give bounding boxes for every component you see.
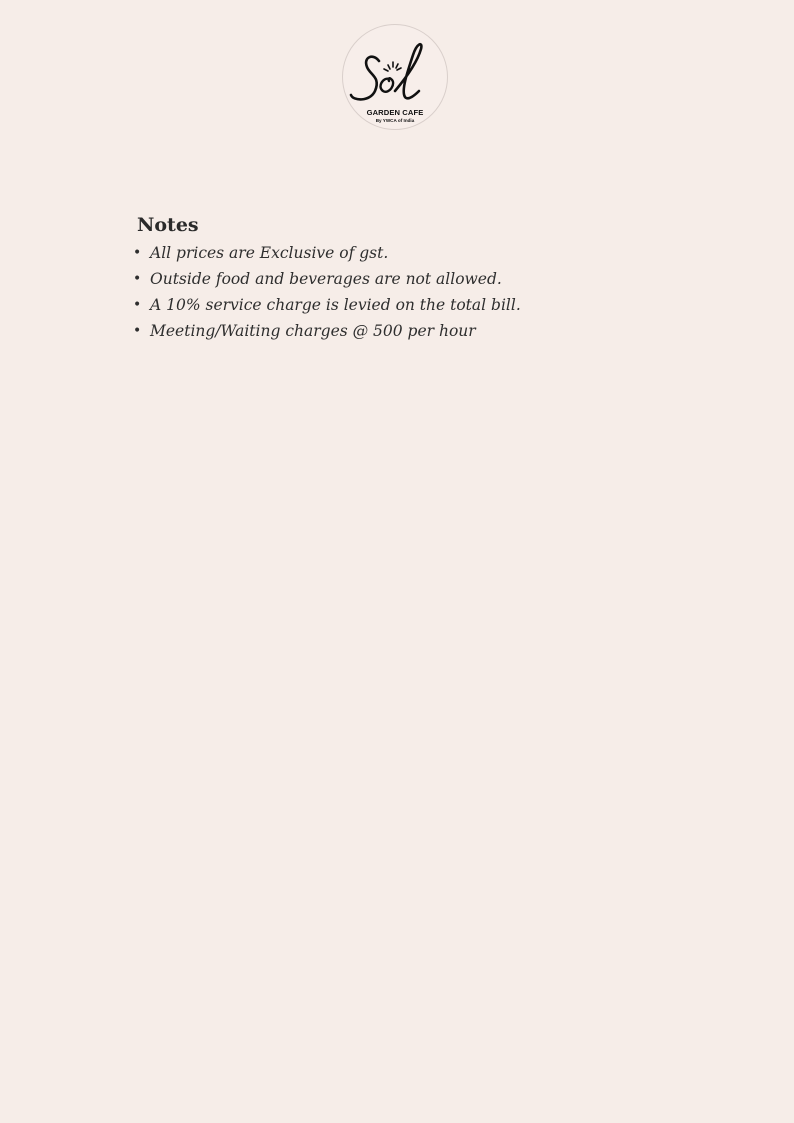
- bullet-icon: •: [133, 245, 142, 261]
- cafe-logo: [342, 24, 448, 130]
- logo-name: GARDEN CAFE: [366, 108, 424, 117]
- notes-list: [133, 240, 521, 344]
- note-text: A 10% service charge is levied on the total bill.: [150, 296, 521, 314]
- bullet-icon: •: [133, 297, 142, 313]
- notes-title: Notes: [137, 214, 199, 236]
- note-text: Outside food and beverages are not allowed.: [150, 270, 502, 288]
- notes-section: [133, 214, 521, 344]
- note-text: Meeting/Waiting charges @ 500 per hour: [150, 322, 476, 340]
- list-item: [133, 292, 521, 318]
- bullet-icon: •: [133, 271, 142, 287]
- bullet-icon: •: [133, 323, 142, 339]
- note-text: All prices are Exclusive of gst.: [150, 244, 389, 262]
- list-item: [133, 240, 521, 266]
- list-item: [133, 266, 521, 292]
- list-item: [133, 318, 521, 344]
- logo-subtitle: By YWCA of India: [375, 118, 415, 123]
